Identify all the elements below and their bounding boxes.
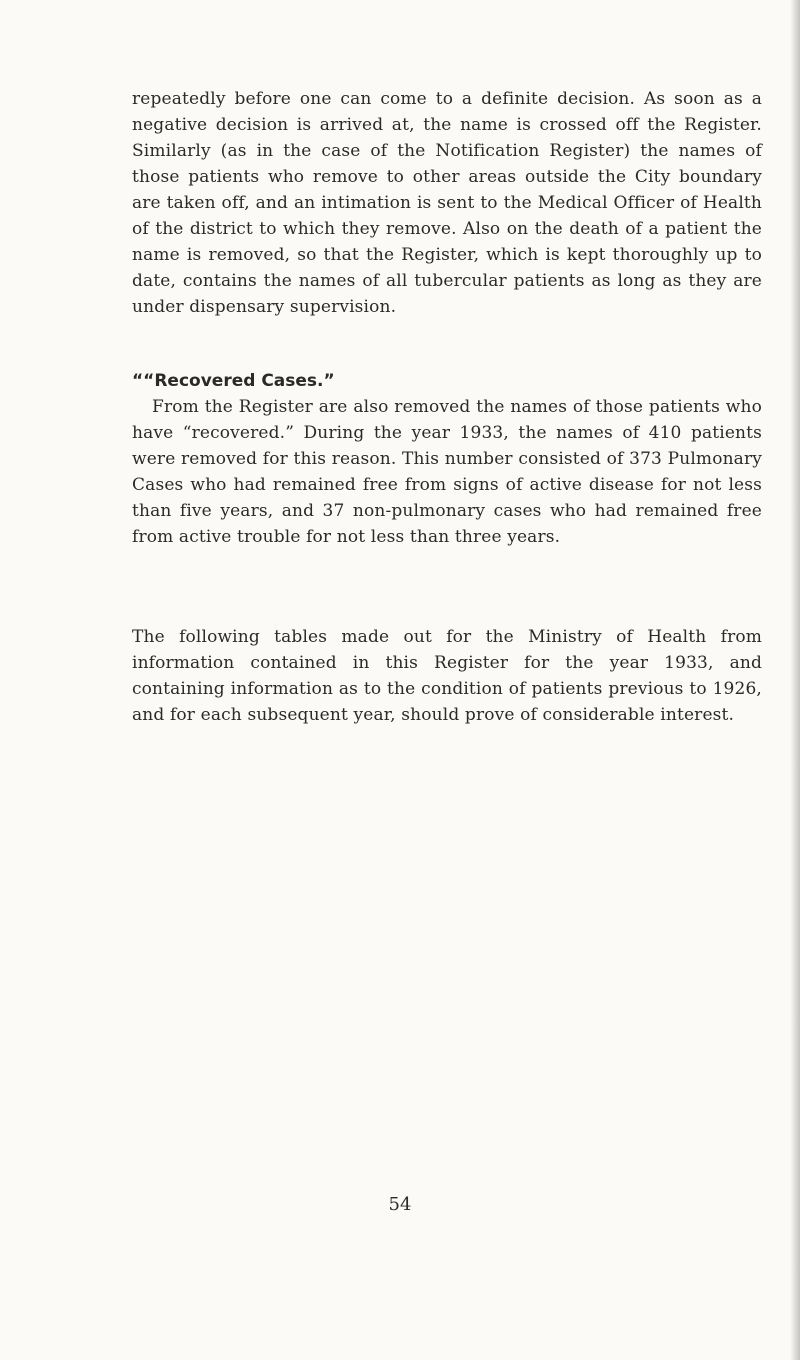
page-number: 54	[388, 1194, 412, 1215]
page-edge-shadow	[790, 0, 800, 1360]
paragraph-text: The following tables made out for the Ministry of Health from information contained in this Register for the year 1933, and containing information as to the condition of patients previous to 1926, and for each subsequent year, should prove of considerable interest.	[132, 627, 762, 725]
paragraph-text: repeatedly before one can come to a definite decision. As soon as a negative decision is arrived at, the name is crossed off the Register. Similarly (as in the case of the Notification Register) the names of those patients who remove to other areas outside the City boundary are taken off, and an intimation is sent to the Medical Officer of Health of the district to which they remove. Also on the death of a patient the name is removed, so that the Register, which is kept thoroughly up to date, contains the names of all tubercular patients as long as they are under dispensary supervision.	[132, 89, 762, 317]
paragraph-text: From the Register are also removed the names of those patients who have “recovered.” During the year 1933, the names of 410 patients were removed for this reason. This number consisted of 373 Pulmonary Cases who had remained free from signs of active disease for not less than five years, and 37 non-pulmonary cases who had remained free from active trouble for not less than three years.	[132, 397, 762, 547]
paragraph-register-removals	[132, 86, 762, 320]
paragraph-recovered-cases	[132, 394, 762, 550]
paragraph-following-tables	[132, 624, 762, 728]
section-heading-recovered-cases: ““Recovered Cases.”	[132, 371, 335, 391]
